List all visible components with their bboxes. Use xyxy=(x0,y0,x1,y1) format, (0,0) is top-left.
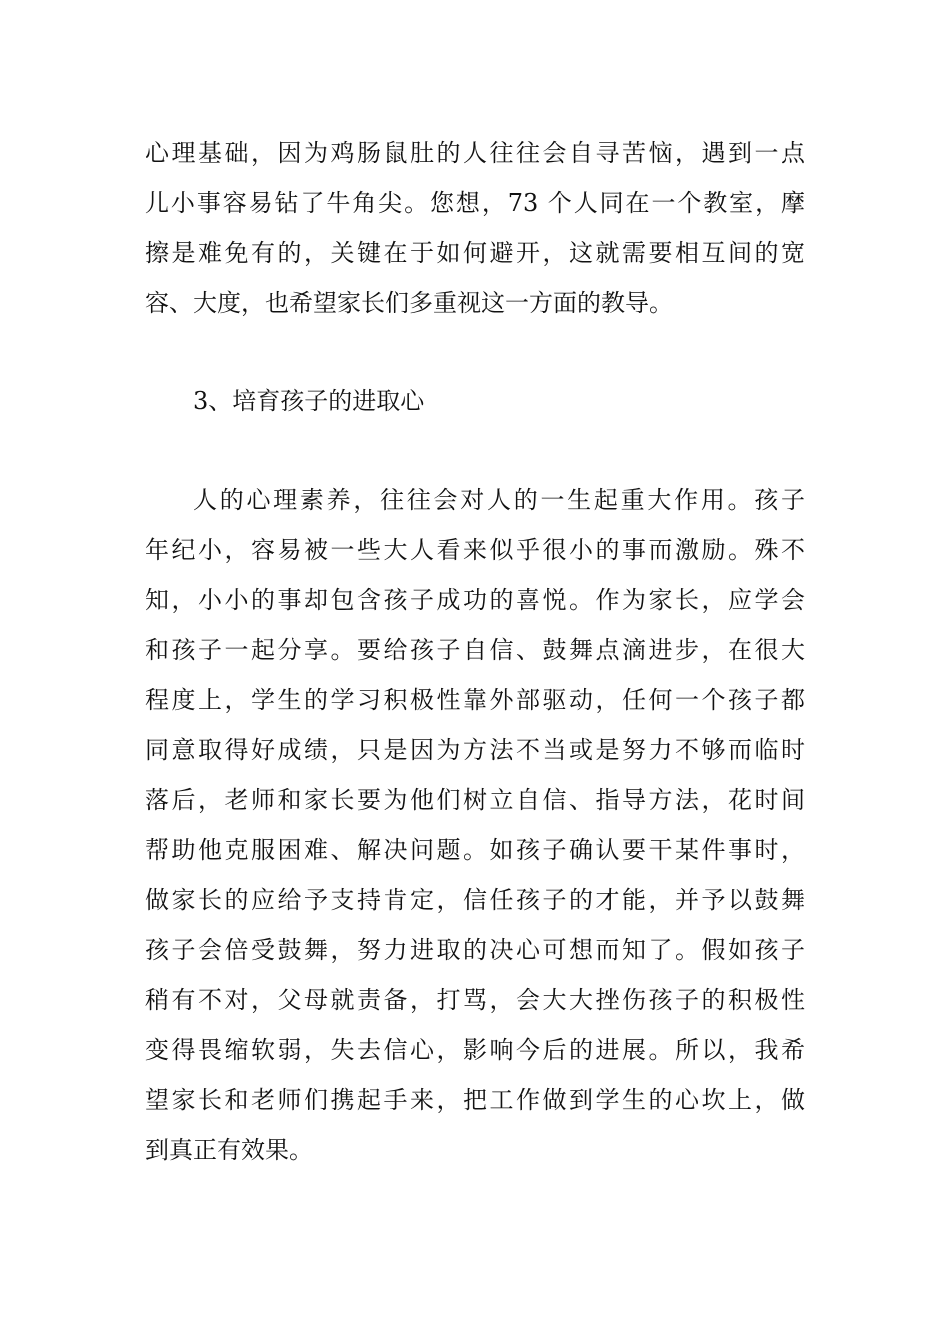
paragraph-line: 变得畏缩软弱，失去信心，影响今后的进展。所以，我希 xyxy=(145,1036,805,1064)
paragraph-line: 儿小事容易钻了牛角尖。您想，73 个人同在一个教室，摩 xyxy=(145,189,805,217)
paragraph-line: 做家长的应给予支持肯定，信任孩子的才能，并予以鼓舞 xyxy=(145,886,805,914)
paragraph-line: 和孩子一起分享。要给孩子自信、鼓舞点滴进步，在很大 xyxy=(145,636,805,664)
paragraph-line: 到真正有效果。 xyxy=(145,1136,313,1164)
section-heading-text: 3、培育孩子的进取心 xyxy=(193,387,425,415)
paragraph-line: 稍有不对，父母就责备，打骂，会大大挫伤孩子的积极性 xyxy=(145,986,805,1014)
paragraph-line: 孩子会倍受鼓舞，努力进取的决心可想而知了。假如孩子 xyxy=(145,936,805,964)
paragraph-line: 帮助他克服困难、解决问题。如孩子确认要干某件事时， xyxy=(145,836,805,864)
paragraph-line: 年纪小，容易被一些大人看来似乎很小的事而激励。殊不 xyxy=(145,536,805,564)
paragraph-line: 望家长和老师们携起手来，把工作做到学生的心坎上，做 xyxy=(145,1086,805,1114)
paragraph-line: 程度上，学生的学习积极性靠外部驱动，任何一个孩子都 xyxy=(145,686,805,714)
paragraph-line: 擦是难免有的，关键在于如何避开，这就需要相互间的宽 xyxy=(145,239,805,267)
paragraph-line: 同意取得好成绩，只是因为方法不当或是努力不够而临时 xyxy=(145,736,805,764)
paragraph-line: 落后，老师和家长要为他们树立自信、指导方法，花时间 xyxy=(145,786,805,814)
paragraph-line: 人的心理素养，往往会对人的一生起重大作用。孩子 xyxy=(193,486,805,514)
paragraph-line: 容、大度，也希望家长们多重视这一方面的教导。 xyxy=(145,289,673,317)
paragraph-line: 知，小小的事却包含孩子成功的喜悦。作为家长，应学会 xyxy=(145,586,805,614)
paragraph-line: 心理基础，因为鸡肠鼠肚的人往往会自寻苦恼，遇到一点 xyxy=(145,139,805,167)
